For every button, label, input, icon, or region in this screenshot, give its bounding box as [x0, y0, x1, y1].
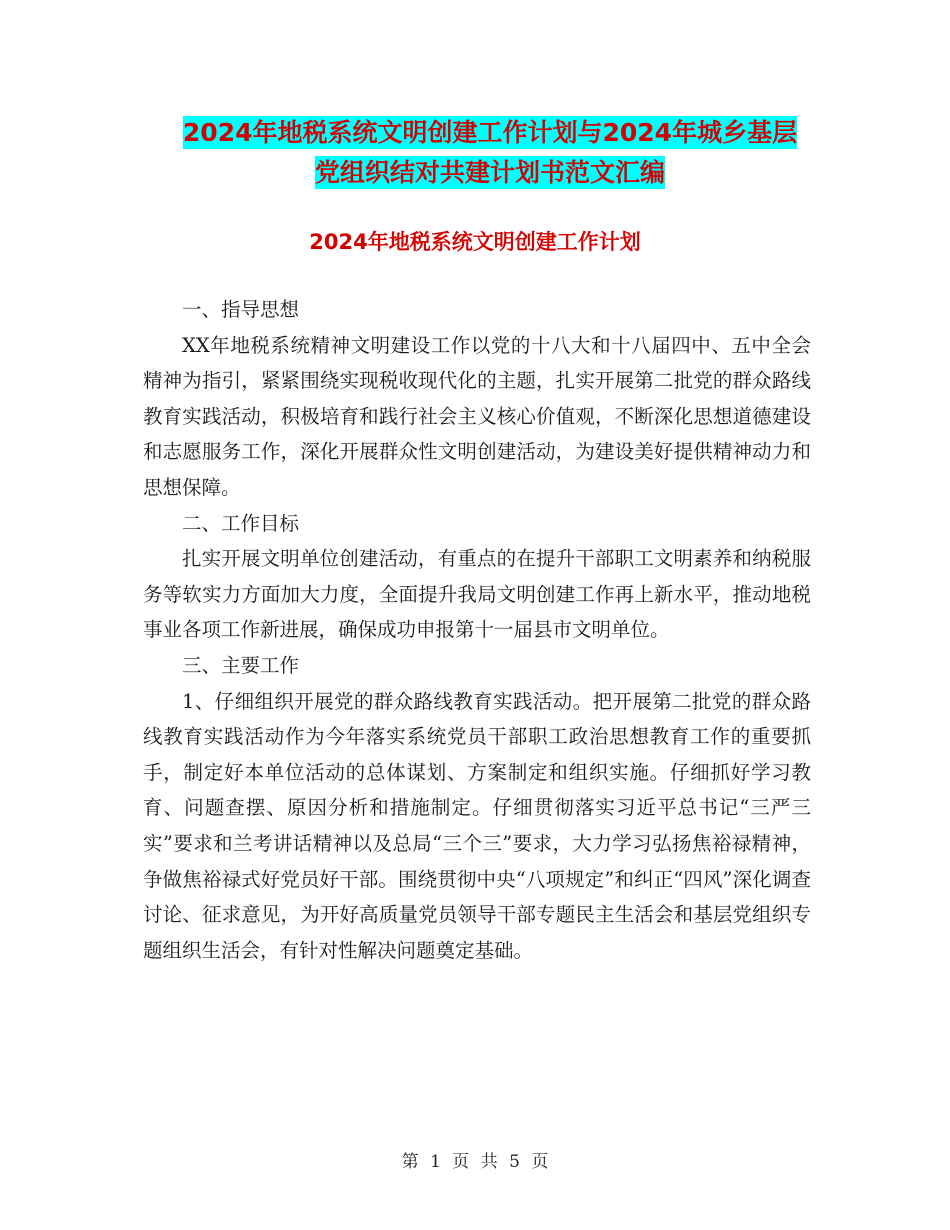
page-footer: 第 1 页 共 5 页	[401, 1152, 549, 1172]
paragraph-main-work-1: 1、仔细组织开展党的群众路线教育实践活动。把开展第二批党的群众路线教育实践活动作为今年落实系统党员干部职工政治思想教育工作的重要抓手，制定好本单位活动的总体谋划、方案制定和组织实施。仔细抓好学习教育、问题查摆、原因分析和措施制定。仔细贯彻落实习近平总书记“三严三实”要求和兰考讲话精神以及总局“三个三”要求，大力学习弘扬焦裕禄精神，争做焦裕禄式好党员好干部。围绕贯彻中央“八项规定”和纠正“四风”深化调查讨论、征求意见，为开好高质量党员领导干部专题民主生活会和基层党组织专题组织生活会，有针对性解决问题奠定基础。	[143, 689, 811, 962]
heading-guiding-ideology: 一、指导思想	[182, 298, 300, 321]
document-title-text-2: 党组织结对共建计划书范文汇编	[314, 158, 665, 187]
document-title-line-2	[140, 153, 840, 189]
document-title-line-1	[140, 113, 840, 149]
heading-main-work: 三、主要工作	[182, 653, 300, 677]
paragraph-work-goals: 扎实开展文明单位创建活动，有重点的在提升干部职工文明素养和纳税服务等软实力方面加大力度，全面提升我局文明创建工作再上新水平，推动地税事业各项工作新进展，确保成功申报第十一届县市文明单位。	[143, 547, 811, 642]
document-title-text-1: 2024年地税系统文明创建工作计划与2024年城乡基层	[182, 118, 798, 147]
document-body	[143, 292, 811, 968]
heading-work-goals: 二、工作目标	[182, 511, 300, 535]
section-title: 2024年地税系统文明创建工作计划	[309, 230, 641, 254]
paragraph-guiding-ideology: XX年地税系统精神文明建设工作以党的十八大和十八届四中、五中全会精神为指引，紧紧围绕实现税收现代化的主题，扎实开展第二批党的群众路线教育实践活动，积极培育和践行社会主义核心价值观，不断深化思想道德建设和志愿服务工作，深化开展群众性文明创建活动，为建设美好提供精神动力和思想保障。	[143, 333, 811, 499]
